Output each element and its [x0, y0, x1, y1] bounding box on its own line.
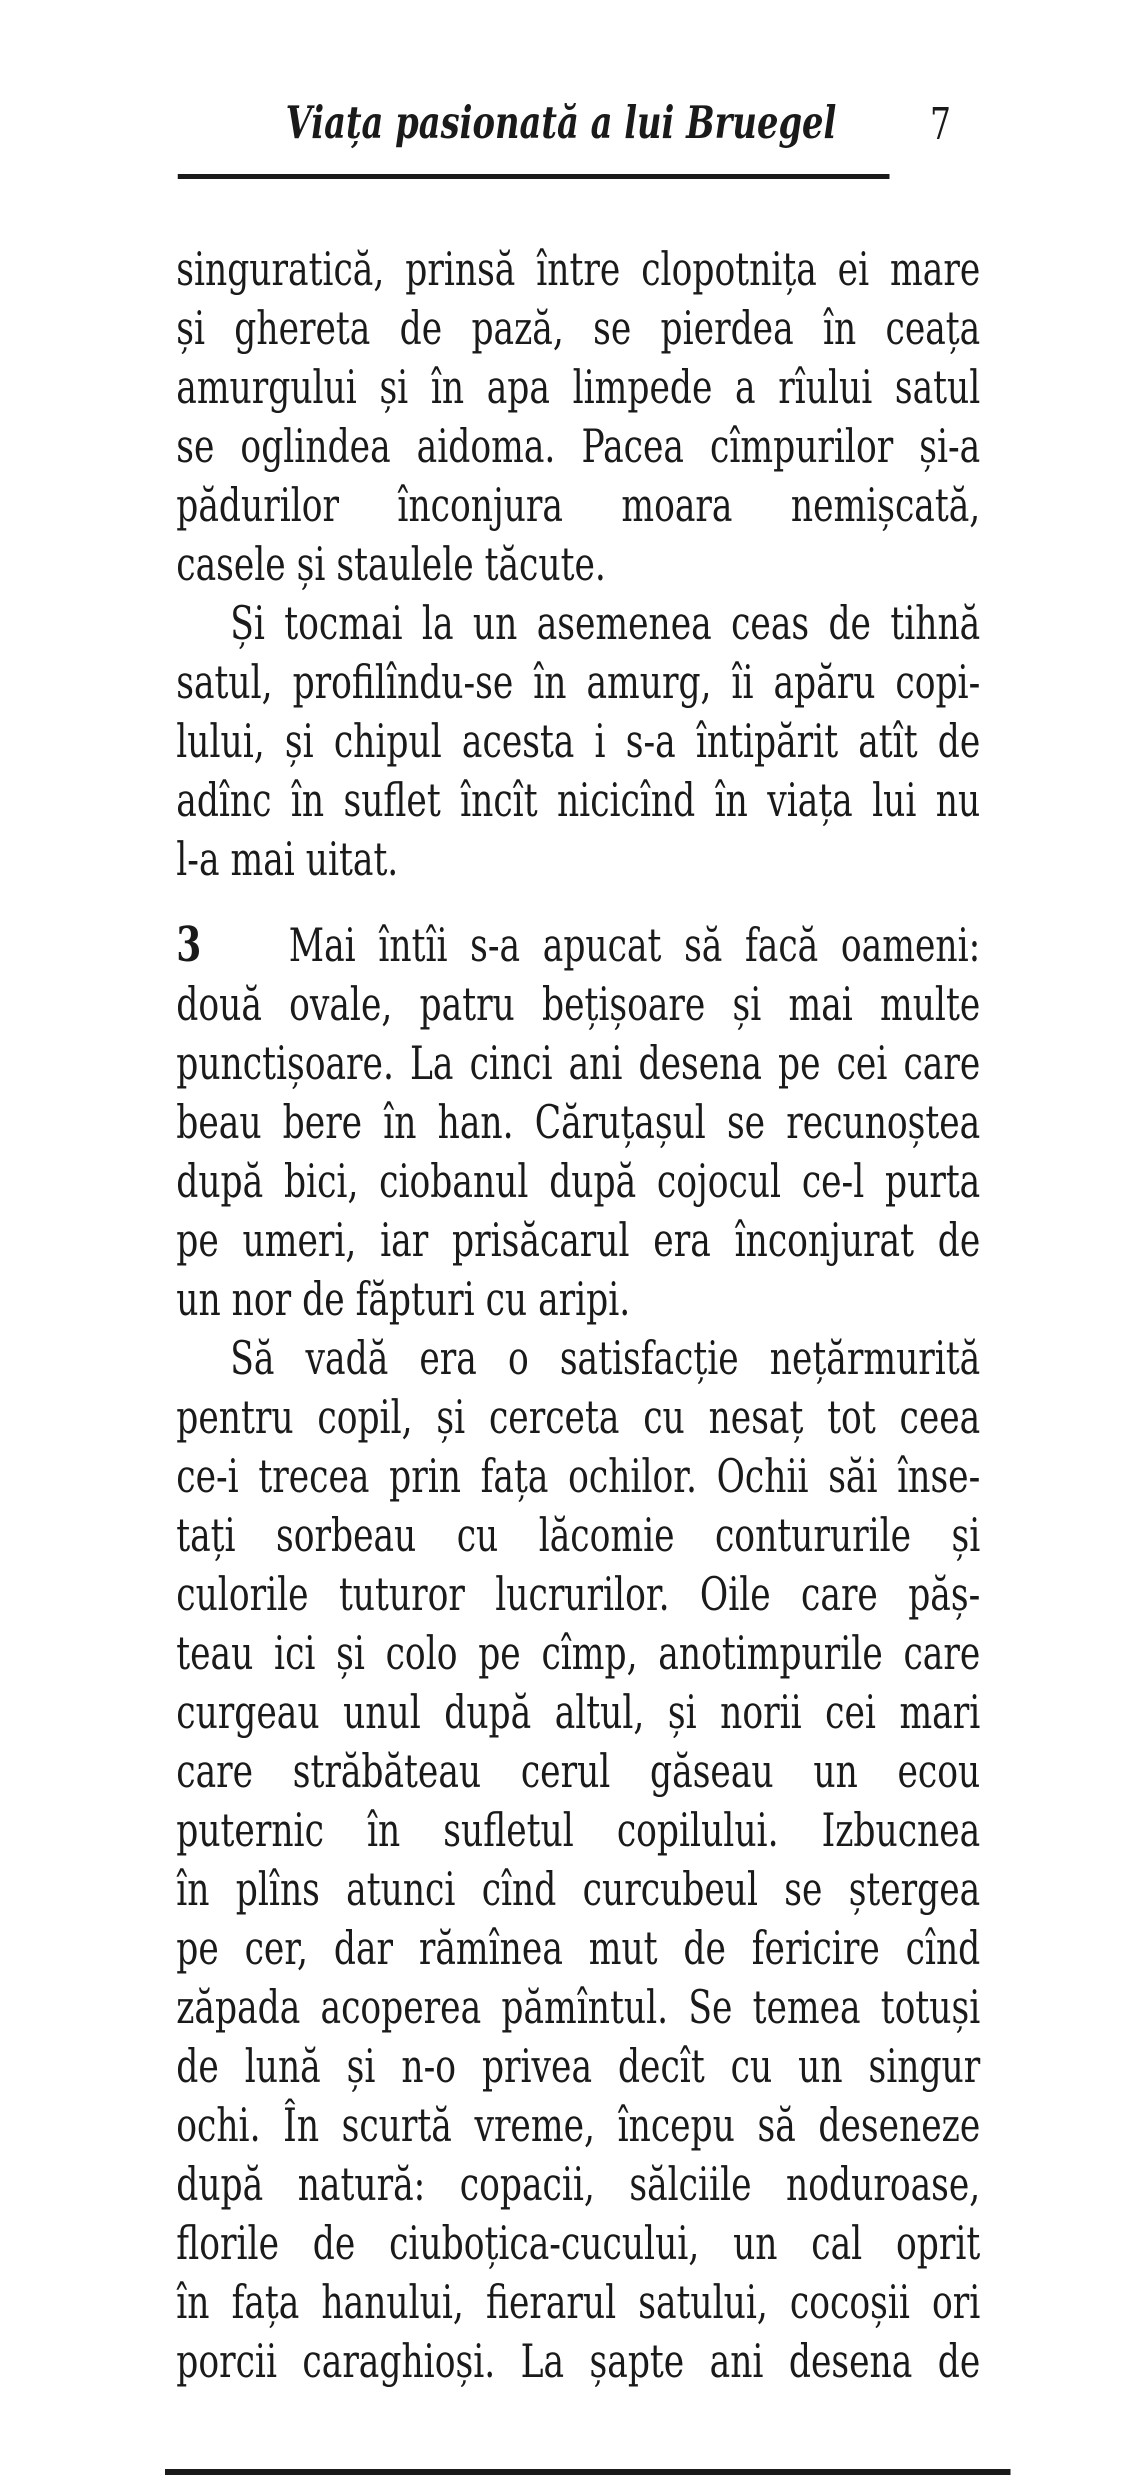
text-line: singuratică, prinsă între clopotnița ei mare [176, 242, 981, 296]
text-line: punctișoare. La cinci ani desena pe cei care [176, 1036, 981, 1090]
text-line: pentru copil, și cerceta cu nesaț tot ceea [176, 1390, 981, 1444]
header-rule [178, 174, 890, 179]
text-line: curgeau unul după altul, și norii cei mari [176, 1685, 981, 1739]
text-line: beau bere în han. Căruțașul se recunoștea [176, 1095, 981, 1149]
text-line: satul, profilîndu-se în amurg, îi apăru copi- [176, 655, 981, 709]
text-line: în fața hanului, fierarul satului, cocoșii ori [176, 2275, 981, 2329]
text-line: pe cer, dar rămînea mut de fericire cînd [176, 1921, 981, 1975]
text-line: după bici, ciobanul după cojocul ce-l purta [176, 1154, 981, 1208]
text-line: care străbăteau cerul găseau un ecou [176, 1744, 981, 1798]
text-line: Și tocmai la un asemenea ceas de tihnă [230, 596, 981, 650]
text-line: porcii caraghioși. La șapte ani desena de [176, 2334, 981, 2388]
text-line: florile de ciuboțica-cucului, un cal oprit [176, 2216, 981, 2270]
text-line: după natură: copacii, sălciile noduroase, [176, 2157, 981, 2211]
text-line: și ghereta de pază, se pierdea în ceața [176, 301, 981, 355]
text-line: pădurilor înconjura moara nemișcată, [176, 478, 981, 532]
text-line: se oglindea aidoma. Pacea cîmpurilor și-a [176, 419, 981, 473]
text-line: ce-i trecea prin fața ochilor. Ochii săi înse- [176, 1449, 981, 1503]
text-line: teau ici și colo pe cîmp, anotimpurile care [176, 1626, 981, 1680]
text-line: zăpada acoperea pămîntul. Se temea totuși [176, 1980, 981, 2034]
text-line: lului, și chipul acesta i s-a întipărit atît de [176, 714, 981, 768]
text-line: 3 Mai întîi s-a apucat să facă oameni: [176, 917, 981, 973]
text-line: în plîns atunci cînd curcubeul se ștergea [176, 1862, 981, 1916]
paragraph [176, 240, 980, 594]
text-line: adînc în suflet încît nicicînd în viața lui nu [176, 773, 981, 827]
text-line: de lună și n-o privea decît cu un singur [176, 2039, 981, 2093]
paragraph [176, 916, 980, 1329]
text-line: amurgului și în apa limpede a rîului satul [176, 360, 981, 414]
text-line: casele și staulele tăcute. [176, 537, 606, 591]
text-line: l-a mai uitat. [176, 832, 399, 886]
text-line: pe umeri, iar prisăcarul era înconjurat de [176, 1213, 981, 1267]
paragraph [176, 1329, 980, 2391]
text-line: culorile tuturor lucrurilor. Oile care păș- [176, 1567, 981, 1621]
text-line: tați sorbeau cu lăcomie contururile și [176, 1508, 981, 1562]
text-line: Să vadă era o satisfacție nețărmurită [230, 1331, 981, 1385]
paragraph [176, 594, 980, 889]
page-number: 7 [930, 99, 951, 150]
body-text [176, 240, 980, 2391]
section-number: 3 [176, 917, 202, 973]
text-line: puternic în sufletul copilului. Izbucnea [176, 1803, 981, 1857]
text-line: două ovale, patru bețișoare și mai multe [176, 977, 981, 1031]
running-header-title: Viața pasionată a lui Bruegel [285, 96, 837, 149]
text-line: ochi. În scurtă vreme, începu să deseneze [176, 2098, 981, 2152]
text-line: un nor de făpturi cu aripi. [176, 1272, 631, 1326]
footer-rule [165, 2469, 1010, 2475]
